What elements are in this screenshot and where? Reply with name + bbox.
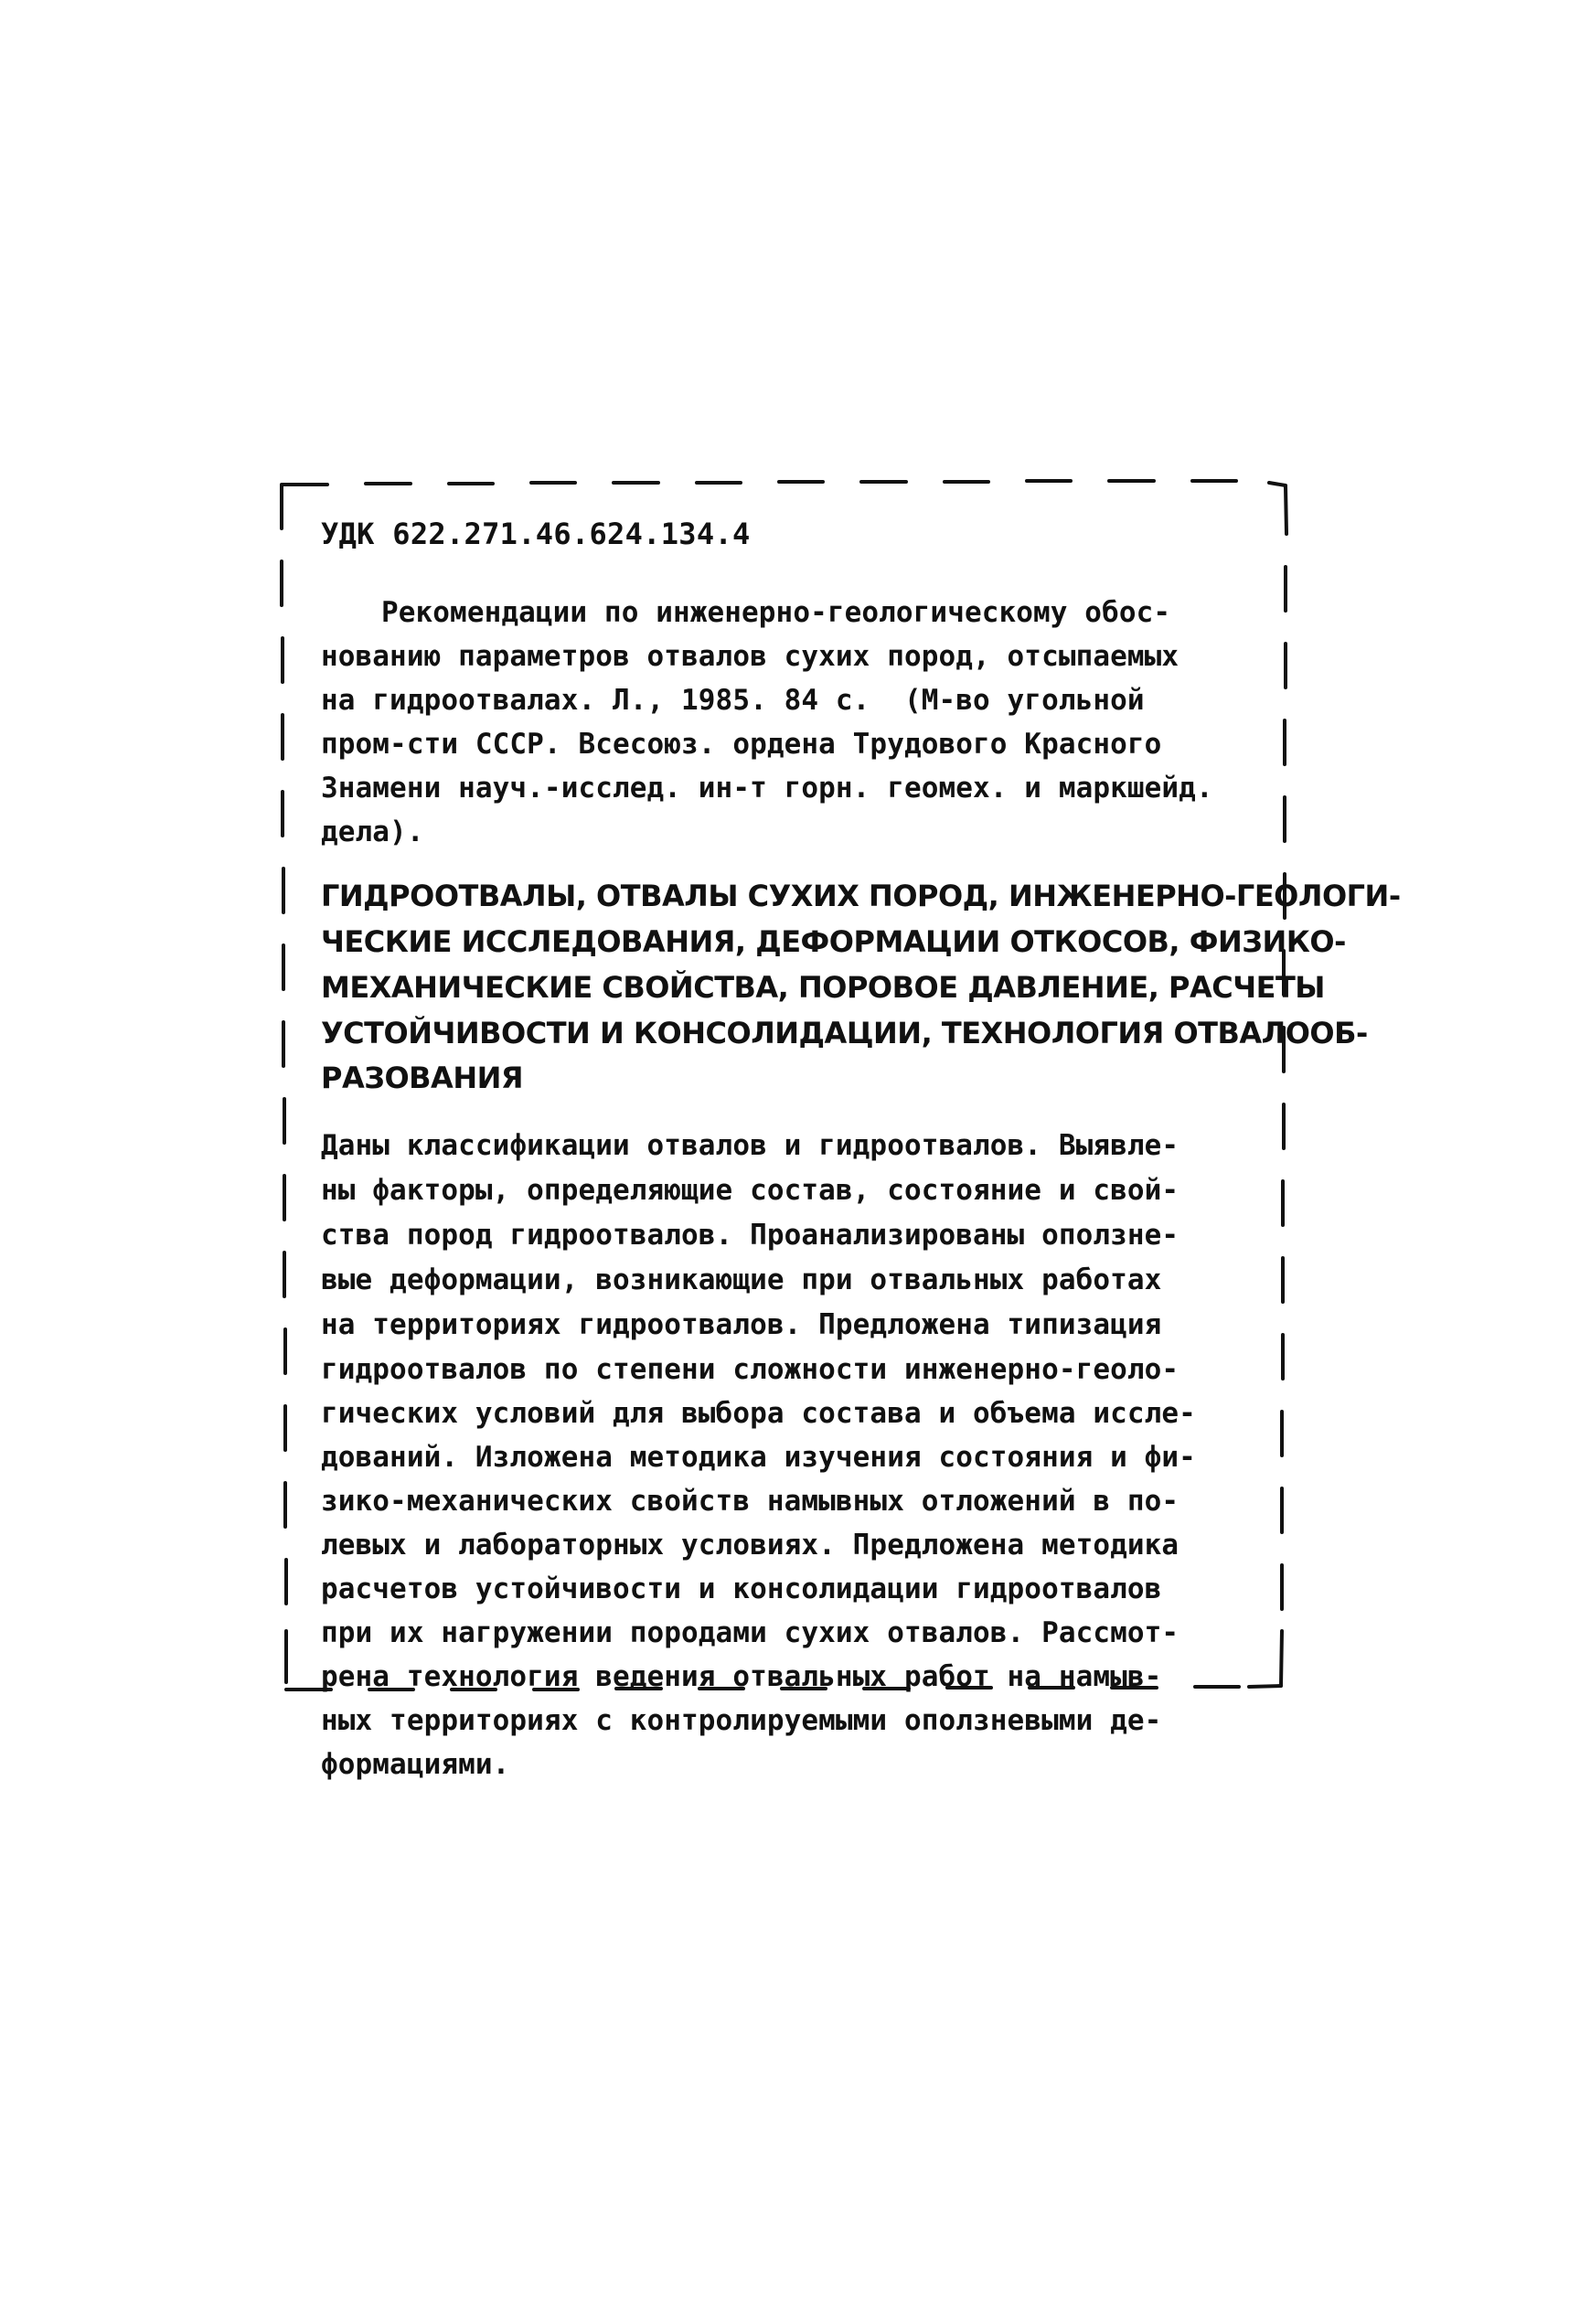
abstract-line: ны факторы, определяющие состав, состояние и свой- [321,1174,1179,1207]
abstract-line: Даны классификации отвалов и гидроотвалов. Выявле- [321,1129,1179,1162]
bibliography-line: Знамени науч.-исслед. ин-т горн. геомех. и маркшейд. [321,772,1213,805]
abstract-line: ных территориях с контролируемыми оползневыми де- [321,1704,1162,1737]
bibliography-line: Рекомендации по инженерно-геологическому обос- [381,596,1171,629]
abstract-line: при их нагружении породами сухих отвалов. Рассмот- [321,1616,1179,1649]
bibliography-line: на гидроотвалах. Л., 1985. 84 с. (М-во угольной [321,684,1145,717]
keywords-line: РАЗОВАНИЯ [321,1061,524,1095]
abstract-line: расчетов устойчивости и консолидации гидроотвалов [321,1572,1162,1605]
bibliography-line: нованию параметров отвалов сухих пород, отсыпаемых [321,640,1179,673]
abstract-line: на территориях гидроотвалов. Предложена типизация [321,1308,1162,1341]
abstract-line: зико-механических свойств намывных отложений в по- [321,1485,1179,1518]
keywords-line: ЧЕСКИЕ ИССЛЕДОВАНИЯ, ДЕФОРМАЦИИ ОТКОСОВ, ФИЗИКО- [321,924,1346,959]
udk-code: УДК 622.271.46.624.134.4 [321,517,751,551]
abstract-line: формациями. [321,1748,510,1781]
bibliography-line: пром-сти СССР. Всесоюз. ордена Трудового Красного [321,728,1162,761]
abstract-line: левых и лабораторных условиях. Предложена методика [321,1529,1179,1562]
keywords-line: УСТОЙЧИВОСТИ И КОНСОЛИДАЦИИ, ТЕХНОЛОГИЯ ОТВАЛООБ- [321,1016,1368,1050]
keywords-line: ГИДРООТВАЛЫ, ОТВАЛЫ СУХИХ ПОРОД, ИНЖЕНЕРНО-ГЕОЛОГИ- [321,879,1401,913]
abstract-line: ства пород гидроотвалов. Проанализированы оползне- [321,1219,1179,1252]
bibliography-line: дела). [321,816,424,848]
abstract-line: рена технология ведения отвальных работ на намыв- [321,1660,1162,1693]
abstract-card [280,477,1401,1781]
abstract-line: гических условий для выбора состава и объема иссле- [321,1397,1196,1430]
abstract-line: дований. Изложена методика изучения состояния и фи- [321,1441,1196,1474]
abstract-line: вые деформации, возникающие при отвальных работах [321,1263,1162,1296]
abstract-line: гидроотвалов по степени сложности инженерно-геоло- [321,1353,1179,1386]
keywords-line: МЕХАНИЧЕСКИЕ СВОЙСТВА, ПОРОВОЕ ДАВЛЕНИЕ, РАСЧЕТЫ [321,970,1325,1005]
